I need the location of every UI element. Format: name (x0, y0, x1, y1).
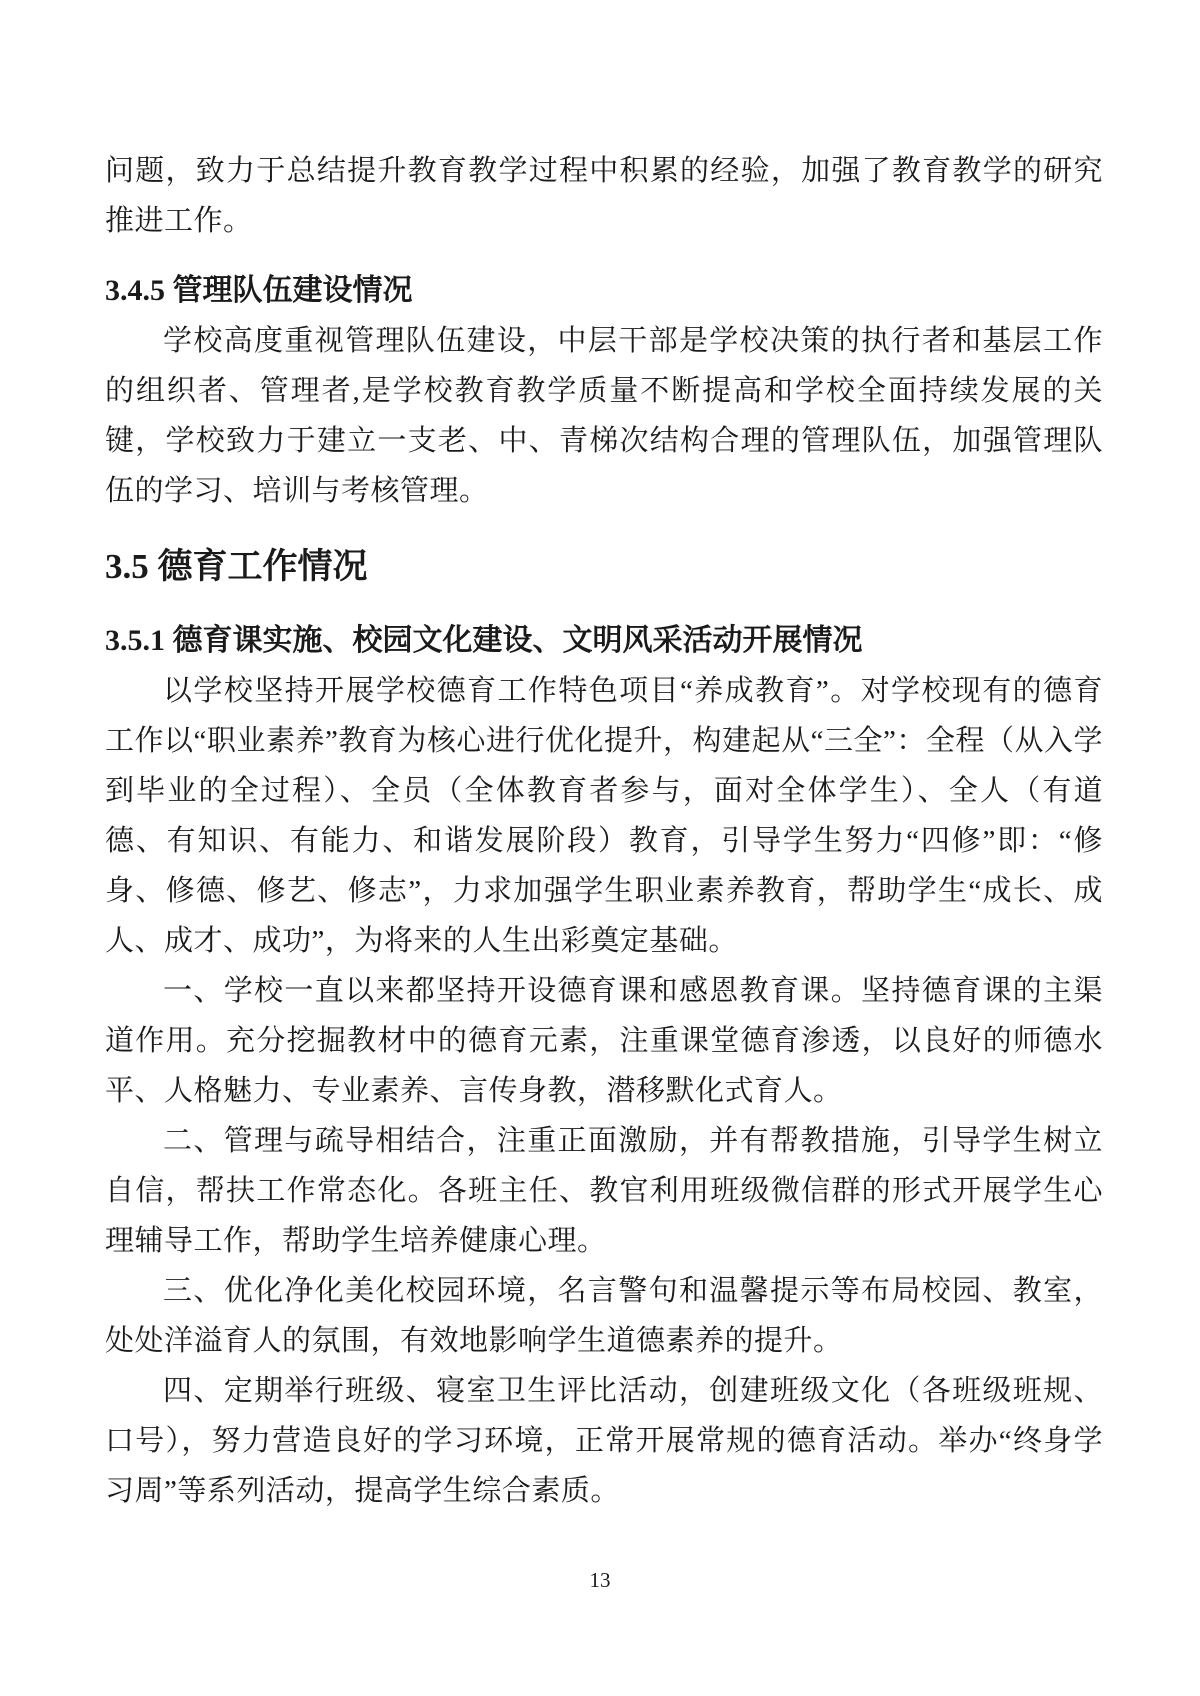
paragraph-management-team: 学校高度重视管理队伍建设，中层干部是学校决策的执行者和基层工作的组织者、管理者,是学校教育教学质量不断提高和学校全面持续发展的关键，学校致力于建立一支老、中、青梯次结构合理的管理队伍，加强管理队伍的学习、培训与考核管理。 (105, 325, 1103, 507)
page-number: 13 (589, 1568, 611, 1592)
paragraph-item-one: 一、学校一直以来都坚持开设德育课和感恩教育课。坚持德育课的主渠道作用。充分挖掘教材中的德育元素，注重课堂德育渗透，以良好的师德水平、人格魅力、专业素养、言传身教，潜移默化式育人。 (105, 975, 1103, 1107)
heading-3-5: 3.5 德育工作情况 (105, 547, 368, 586)
paragraph-continuation: 问题，致力于总结提升教育教学过程中积累的经验，加强了教育教学的研究推进工作。 (105, 155, 1103, 237)
heading-3-4-5: 3.4.5 管理队伍建设情况 (105, 274, 413, 307)
paragraph-item-two: 二、管理与疏导相结合，注重正面激励，并有帮教措施，引导学生树立自信，帮扶工作常态化。各班主任、教官利用班级微信群的形式开展学生心理辅导工作，帮助学生培养健康心理。 (105, 1125, 1103, 1257)
paragraph-moral-education-overview: 以学校坚持开展学校德育工作特色项目“养成教育”。对学校现有的德育工作以“职业素养”教育为核心进行优化提升，构建起从“三全”：全程（从入学到毕业的全过程）、全员（全体教育者参与，面对全体学生）、全人（有道德、有知识、有能力、和谐发展阶段）教育，引导学生努力“四修”即：“修身、修德、修艺、修志”，力求加强学生职业素养教育，帮助学生“成长、成人、成才、成功”，为将来的人生出彩奠定基础。 (105, 675, 1103, 957)
paragraph-item-four: 四、定期举行班级、寝室卫生评比活动，创建班级文化（各班级班规、口号），努力营造良好的学习环境，正常开展常规的德育活动。举办“终身学习周”等系列活动，提高学生综合素质。 (105, 1375, 1103, 1507)
paragraph-item-three: 三、优化净化美化校园环境，名言警句和温馨提示等布局校园、教室，处处洋溢育人的氛围，有效地影响学生道德素养的提升。 (105, 1275, 1103, 1357)
page-content (105, 146, 1103, 1516)
heading-3-5-1: 3.5.1 德育课实施、校园文化建设、文明风采活动开展情况 (105, 624, 863, 657)
